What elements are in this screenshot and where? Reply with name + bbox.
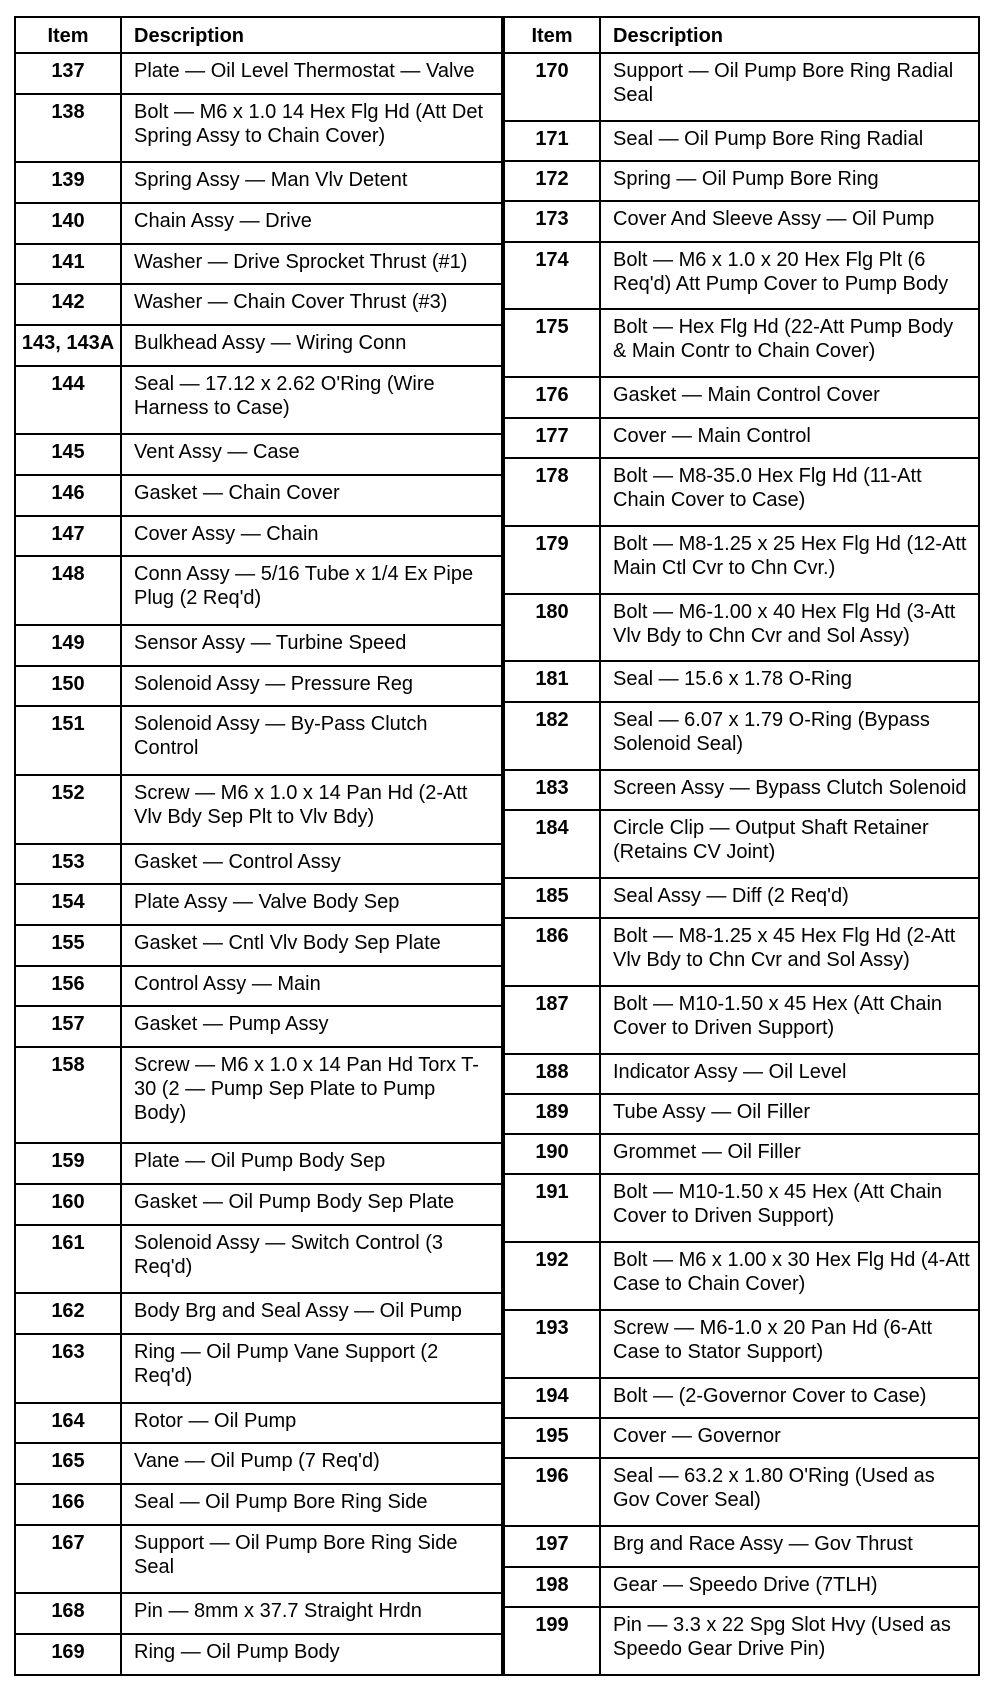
description-cell: Seal — 6.07 x 1.79 O-Ring (Bypass Solenoid Seal)	[600, 702, 979, 770]
item-number-cell: 143, 143A	[15, 325, 121, 366]
item-number-cell: 192	[504, 1242, 600, 1310]
table-row	[504, 161, 979, 201]
item-number-cell: 146	[15, 475, 121, 516]
description-cell: Grommet — Oil Filler	[600, 1134, 979, 1174]
description-cell: Solenoid Assy — Switch Control (3 Req'd)	[121, 1225, 502, 1294]
parts-table-left	[14, 16, 503, 1676]
item-number-cell: 142	[15, 284, 121, 325]
table-row	[15, 203, 502, 244]
table-row	[15, 366, 502, 435]
table-row	[15, 1484, 502, 1525]
description-cell: Control Assy — Main	[121, 966, 502, 1007]
description-cell: Pin — 8mm x 37.7 Straight Hrdn	[121, 1593, 502, 1634]
description-cell: Gasket — Main Control Cover	[600, 377, 979, 417]
item-number-cell: 190	[504, 1134, 600, 1174]
description-column-header: Description	[121, 17, 502, 53]
table-row	[504, 878, 979, 918]
table-row	[504, 121, 979, 161]
description-cell: Indicator Assy — Oil Level	[600, 1054, 979, 1094]
description-cell: Gasket — Chain Cover	[121, 475, 502, 516]
description-cell: Bolt — M8-1.25 x 25 Hex Flg Hd (12-Att Main Ctl Cvr to Chn Cvr.)	[600, 526, 979, 594]
item-number-cell: 172	[504, 161, 600, 201]
table-row	[504, 1174, 979, 1242]
parts-table-right-body	[504, 53, 979, 1675]
item-number-cell: 183	[504, 770, 600, 810]
table-row	[504, 810, 979, 878]
item-number-cell: 158	[15, 1047, 121, 1144]
table-row	[504, 1607, 979, 1675]
description-cell: Gasket — Cntl Vlv Body Sep Plate	[121, 925, 502, 966]
description-cell: Spring — Oil Pump Bore Ring	[600, 161, 979, 201]
item-number-cell: 184	[504, 810, 600, 878]
description-cell: Bulkhead Assy — Wiring Conn	[121, 325, 502, 366]
item-number-cell: 178	[504, 458, 600, 526]
table-row	[504, 526, 979, 594]
item-number-cell: 177	[504, 418, 600, 458]
table-row	[15, 775, 502, 844]
table-row	[15, 162, 502, 203]
item-number-cell: 137	[15, 53, 121, 94]
table-row	[504, 702, 979, 770]
item-number-cell: 180	[504, 594, 600, 662]
item-number-cell: 140	[15, 203, 121, 244]
item-number-cell: 181	[504, 661, 600, 701]
description-cell: Seal — 17.12 x 2.62 O'Ring (Wire Harness to Case)	[121, 366, 502, 435]
table-row	[15, 625, 502, 666]
item-number-cell: 164	[15, 1403, 121, 1444]
table-row	[504, 1418, 979, 1458]
description-cell: Seal — 15.6 x 1.78 O-Ring	[600, 661, 979, 701]
description-cell: Bolt — M6 x 1.0 14 Hex Flg Hd (Att Det Spring Assy to Chain Cover)	[121, 94, 502, 163]
table-row	[15, 925, 502, 966]
description-cell: Bolt — (2-Governor Cover to Case)	[600, 1378, 979, 1418]
description-cell: Rotor — Oil Pump	[121, 1403, 502, 1444]
table-row	[15, 475, 502, 516]
description-cell: Vane — Oil Pump (7 Req'd)	[121, 1443, 502, 1484]
item-number-cell: 194	[504, 1378, 600, 1418]
description-cell: Bolt — M6-1.00 x 40 Hex Flg Hd (3-Att Vlv Bdy to Chn Cvr and Sol Assy)	[600, 594, 979, 662]
table-row	[15, 1334, 502, 1403]
item-column-header: Item	[15, 17, 121, 53]
description-cell: Washer — Chain Cover Thrust (#3)	[121, 284, 502, 325]
table-row	[504, 1567, 979, 1607]
item-number-cell: 141	[15, 244, 121, 285]
description-cell: Support — Oil Pump Bore Ring Side Seal	[121, 1525, 502, 1594]
description-cell: Chain Assy — Drive	[121, 203, 502, 244]
table-row	[504, 1134, 979, 1174]
description-column-header: Description	[600, 17, 979, 53]
description-cell: Gear — Speedo Drive (7TLH)	[600, 1567, 979, 1607]
description-cell: Plate Assy — Valve Body Sep	[121, 884, 502, 925]
table-row	[15, 284, 502, 325]
table-header-row	[504, 17, 979, 53]
table-row	[504, 594, 979, 662]
description-cell: Cover — Main Control	[600, 418, 979, 458]
table-row	[504, 53, 979, 121]
item-number-cell: 150	[15, 666, 121, 707]
item-number-cell: 162	[15, 1293, 121, 1334]
description-cell: Tube Assy — Oil Filler	[600, 1094, 979, 1134]
item-number-cell: 154	[15, 884, 121, 925]
description-cell: Bolt — M10-1.50 x 45 Hex (Att Chain Cover to Driven Support)	[600, 986, 979, 1054]
item-number-cell: 152	[15, 775, 121, 844]
item-number-cell: 186	[504, 918, 600, 986]
description-cell: Cover And Sleeve Assy — Oil Pump	[600, 201, 979, 241]
table-row	[504, 1458, 979, 1526]
item-number-cell: 193	[504, 1310, 600, 1378]
item-number-cell: 185	[504, 878, 600, 918]
item-number-cell: 163	[15, 1334, 121, 1403]
table-row	[15, 434, 502, 475]
item-number-cell: 173	[504, 201, 600, 241]
description-cell: Spring Assy — Man Vlv Detent	[121, 162, 502, 203]
item-number-cell: 147	[15, 516, 121, 557]
description-cell: Screw — M6 x 1.0 x 14 Pan Hd Torx T-30 (2 — Pump Sep Plate to Pump Body)	[121, 1047, 502, 1144]
item-number-cell: 148	[15, 556, 121, 625]
table-row	[15, 325, 502, 366]
item-number-cell: 161	[15, 1225, 121, 1294]
description-cell: Plate — Oil Level Thermostat — Valve	[121, 53, 502, 94]
description-cell: Support — Oil Pump Bore Ring Radial Seal	[600, 53, 979, 121]
item-column-header: Item	[504, 17, 600, 53]
description-cell: Seal — Oil Pump Bore Ring Side	[121, 1484, 502, 1525]
item-number-cell: 151	[15, 706, 121, 775]
description-cell: Screen Assy — Bypass Clutch Solenoid	[600, 770, 979, 810]
item-number-cell: 155	[15, 925, 121, 966]
description-cell: Bolt — Hex Flg Hd (22-Att Pump Body & Main Contr to Chain Cover)	[600, 309, 979, 377]
table-header-row	[15, 17, 502, 53]
table-row	[504, 1310, 979, 1378]
table-row	[504, 770, 979, 810]
item-number-cell: 159	[15, 1143, 121, 1184]
item-number-cell: 171	[504, 121, 600, 161]
parts-table-left-body	[15, 53, 502, 1675]
description-cell: Seal — 63.2 x 1.80 O'Ring (Used as Gov Cover Seal)	[600, 1458, 979, 1526]
item-number-cell: 167	[15, 1525, 121, 1594]
table-row	[15, 53, 502, 94]
item-number-cell: 153	[15, 844, 121, 885]
description-cell: Cover Assy — Chain	[121, 516, 502, 557]
description-cell: Seal Assy — Diff (2 Req'd)	[600, 878, 979, 918]
table-row	[15, 1184, 502, 1225]
description-cell: Vent Assy — Case	[121, 434, 502, 475]
description-cell: Pin — 3.3 x 22 Spg Slot Hvy (Used as Speedo Gear Drive Pin)	[600, 1607, 979, 1675]
table-row	[15, 1443, 502, 1484]
item-number-cell: 182	[504, 702, 600, 770]
table-row	[504, 986, 979, 1054]
table-row	[504, 1242, 979, 1310]
description-cell: Gasket — Pump Assy	[121, 1006, 502, 1047]
item-number-cell: 157	[15, 1006, 121, 1047]
description-cell: Ring — Oil Pump Body	[121, 1634, 502, 1675]
table-row	[504, 201, 979, 241]
item-number-cell: 149	[15, 625, 121, 666]
item-number-cell: 189	[504, 1094, 600, 1134]
table-row	[504, 1526, 979, 1566]
description-cell: Bolt — M8-1.25 x 45 Hex Flg Hd (2-Att Vlv Bdy to Chn Cvr and Sol Assy)	[600, 918, 979, 986]
item-number-cell: 165	[15, 1443, 121, 1484]
description-cell: Brg and Race Assy — Gov Thrust	[600, 1526, 979, 1566]
parts-list-sheet	[14, 16, 976, 1676]
table-row	[15, 844, 502, 885]
table-row	[15, 1293, 502, 1334]
table-row	[15, 1634, 502, 1675]
description-cell: Cover — Governor	[600, 1418, 979, 1458]
table-row	[504, 661, 979, 701]
table-row	[15, 94, 502, 163]
item-number-cell: 169	[15, 1634, 121, 1675]
description-cell: Plate — Oil Pump Body Sep	[121, 1143, 502, 1184]
description-cell: Screw — M6 x 1.0 x 14 Pan Hd (2-Att Vlv Bdy Sep Plt to Vlv Bdy)	[121, 775, 502, 844]
item-number-cell: 139	[15, 162, 121, 203]
description-cell: Screw — M6-1.0 x 20 Pan Hd (6-Att Case to Stator Support)	[600, 1310, 979, 1378]
description-cell: Gasket — Oil Pump Body Sep Plate	[121, 1184, 502, 1225]
item-number-cell: 168	[15, 1593, 121, 1634]
table-row	[15, 966, 502, 1007]
table-row	[504, 1054, 979, 1094]
table-row	[15, 666, 502, 707]
table-row	[15, 556, 502, 625]
parts-table-right	[503, 16, 980, 1676]
description-cell: Sensor Assy — Turbine Speed	[121, 625, 502, 666]
table-row	[504, 377, 979, 417]
table-row	[15, 1143, 502, 1184]
description-cell: Ring — Oil Pump Vane Support (2 Req'd)	[121, 1334, 502, 1403]
table-row	[15, 1525, 502, 1594]
description-cell: Solenoid Assy — By-Pass Clutch Control	[121, 706, 502, 775]
description-cell: Conn Assy — 5/16 Tube x 1/4 Ex Pipe Plug (2 Req'd)	[121, 556, 502, 625]
table-row	[504, 242, 979, 310]
description-cell: Bolt — M6 x 1.00 x 30 Hex Flg Hd (4-Att Case to Chain Cover)	[600, 1242, 979, 1310]
item-number-cell: 197	[504, 1526, 600, 1566]
table-row	[15, 1006, 502, 1047]
description-cell: Circle Clip — Output Shaft Retainer (Retains CV Joint)	[600, 810, 979, 878]
table-row	[504, 918, 979, 986]
table-row	[15, 1047, 502, 1144]
item-number-cell: 170	[504, 53, 600, 121]
description-cell: Bolt — M6 x 1.0 x 20 Hex Flg Plt (6 Req'd) Att Pump Cover to Pump Body	[600, 242, 979, 310]
description-cell: Seal — Oil Pump Bore Ring Radial	[600, 121, 979, 161]
table-row	[15, 516, 502, 557]
description-cell: Bolt — M10-1.50 x 45 Hex (Att Chain Cover to Driven Support)	[600, 1174, 979, 1242]
item-number-cell: 145	[15, 434, 121, 475]
table-row	[15, 1403, 502, 1444]
item-number-cell: 138	[15, 94, 121, 163]
item-number-cell: 199	[504, 1607, 600, 1675]
item-number-cell: 188	[504, 1054, 600, 1094]
item-number-cell: 156	[15, 966, 121, 1007]
table-row	[15, 1225, 502, 1294]
item-number-cell: 174	[504, 242, 600, 310]
table-row	[15, 884, 502, 925]
item-number-cell: 191	[504, 1174, 600, 1242]
item-number-cell: 187	[504, 986, 600, 1054]
item-number-cell: 179	[504, 526, 600, 594]
table-row	[504, 1094, 979, 1134]
description-cell: Washer — Drive Sprocket Thrust (#1)	[121, 244, 502, 285]
item-number-cell: 198	[504, 1567, 600, 1607]
table-row	[504, 309, 979, 377]
item-number-cell: 196	[504, 1458, 600, 1526]
item-number-cell: 175	[504, 309, 600, 377]
description-cell: Body Brg and Seal Assy — Oil Pump	[121, 1293, 502, 1334]
description-cell: Gasket — Control Assy	[121, 844, 502, 885]
description-cell: Solenoid Assy — Pressure Reg	[121, 666, 502, 707]
table-row	[504, 458, 979, 526]
table-row	[504, 1378, 979, 1418]
item-number-cell: 195	[504, 1418, 600, 1458]
item-number-cell: 166	[15, 1484, 121, 1525]
item-number-cell: 176	[504, 377, 600, 417]
table-row	[15, 706, 502, 775]
table-row	[15, 1593, 502, 1634]
table-row	[504, 418, 979, 458]
description-cell: Bolt — M8-35.0 Hex Flg Hd (11-Att Chain Cover to Case)	[600, 458, 979, 526]
table-row	[15, 244, 502, 285]
item-number-cell: 144	[15, 366, 121, 435]
item-number-cell: 160	[15, 1184, 121, 1225]
